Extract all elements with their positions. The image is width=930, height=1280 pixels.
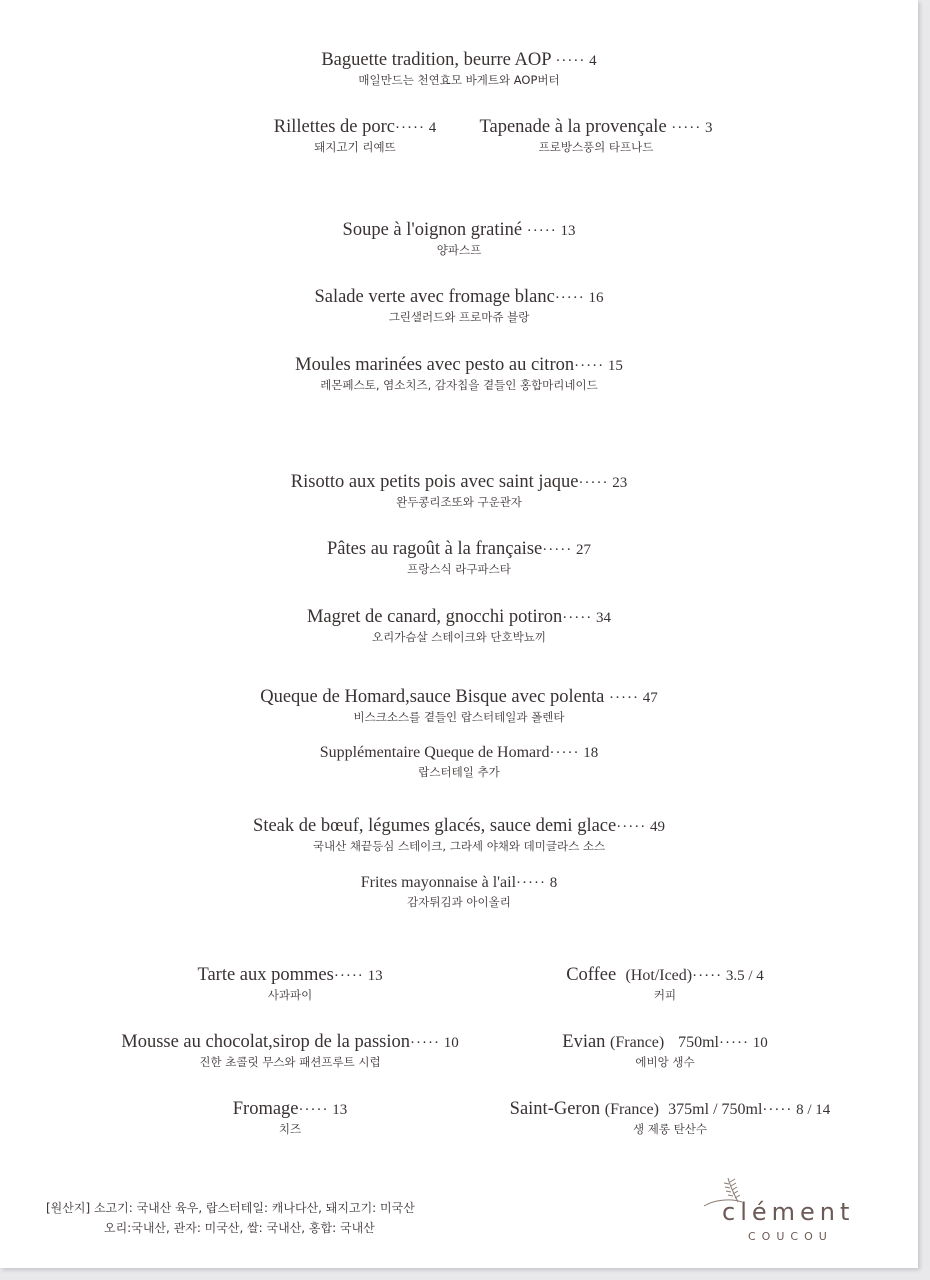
item-name: Salade verte avec fromage blanc <box>314 287 555 307</box>
item-name: Queque de Homard,sauce Bisque avec polenta <box>260 687 605 707</box>
price-dots: ····· <box>333 968 364 984</box>
logo-subtitle: COUCOU <box>748 1230 833 1243</box>
price-dots: ····· <box>542 542 573 558</box>
price-dots: ····· <box>762 1102 793 1118</box>
item-price: 23 <box>612 475 628 491</box>
item-price: 4 <box>428 120 437 136</box>
item-korean-name: 진한 초콜릿 무스와 패션프루트 시럽 <box>199 1055 381 1069</box>
item-price: 10 <box>443 1035 459 1051</box>
item-detail: (Hot/Iced) <box>625 967 693 984</box>
item-name: Pâtes au ragoût à la française <box>327 539 543 559</box>
item-name: Moules marinées avec pesto au citron <box>295 355 575 375</box>
price-dots: ····· <box>671 120 702 136</box>
menu-item-frites <box>0 872 918 910</box>
menu-item-pates <box>0 538 918 577</box>
menu-item-moules <box>0 354 918 393</box>
price-dots: ····· <box>549 745 580 761</box>
item-size: 375ml / 750ml <box>668 1101 763 1118</box>
item-korean-name: 양파스프 <box>436 243 482 257</box>
item-price: 13 <box>560 223 576 239</box>
item-korean-name: 에비앙 생수 <box>635 1055 695 1069</box>
origin-notice <box>46 1198 415 1238</box>
menu-item-supplement <box>0 742 918 780</box>
item-korean-name: 프로방스풍의 타프나드 <box>538 140 654 154</box>
price-dots: ····· <box>578 475 609 491</box>
menu-item-rillettes <box>240 116 470 155</box>
menu-item-fromage <box>80 1098 500 1137</box>
menu-item-salade <box>0 286 918 325</box>
item-price: 15 <box>607 358 623 374</box>
item-detail: (France) <box>604 1101 659 1118</box>
item-name: Steak de bœuf, légumes glacés, sauce demi glace <box>253 816 617 836</box>
item-price: 13 <box>332 1102 348 1118</box>
menu-item-baguette <box>0 49 918 88</box>
item-name: Supplémentaire Queque de Homard <box>319 744 550 761</box>
item-korean-name: 치즈 <box>278 1122 302 1136</box>
item-korean-name: 사과파이 <box>267 988 313 1002</box>
item-price: 3 <box>705 120 713 136</box>
item-korean-name: 랍스터테일 추가 <box>418 765 500 779</box>
menu-item-saint-geron <box>470 1098 870 1137</box>
item-price: 18 <box>583 745 599 761</box>
item-korean-name: 레몬페스토, 염소치즈, 감자칩을 곁들인 홍합마리네이드 <box>320 378 598 392</box>
item-price: 4 <box>589 53 597 69</box>
item-price: 16 <box>588 290 604 306</box>
origin-line-2: 오리:국내산, 관자: 미국산, 쌀: 국내산, 홍합: 국내산 <box>104 1221 375 1235</box>
price-dots: ····· <box>616 819 647 835</box>
item-price: 27 <box>575 542 591 558</box>
restaurant-logo <box>700 1176 870 1246</box>
logo-wordmark: clément <box>722 1198 855 1226</box>
item-name: Risotto aux petits pois avec saint jaque <box>290 472 579 492</box>
item-korean-name: 감자튀김과 아이올리 <box>407 895 511 909</box>
price-dots: ····· <box>410 1035 440 1051</box>
origin-line-1: [원산지] 소고기: 국내산 육우, 랍스터테일: 캐나다산, 돼지고기: 미국산 <box>46 1201 415 1215</box>
menu-item-soupe <box>0 219 918 258</box>
item-korean-name: 매일만드는 천연효모 바게트와 AOP버터 <box>358 73 560 87</box>
menu-item-tarte <box>80 964 500 1003</box>
item-price: 8 / 14 <box>796 1102 831 1118</box>
item-price: 8 <box>549 875 558 891</box>
price-dots: ····· <box>526 223 557 239</box>
item-name: Baguette tradition, beurre AOP <box>321 50 551 70</box>
price-dots: ····· <box>516 875 547 891</box>
item-price: 49 <box>649 819 665 835</box>
item-detail: (France) <box>610 1034 665 1051</box>
item-korean-name: 프랑스식 라구파스타 <box>407 562 511 576</box>
menu-item-mousse <box>60 1031 520 1070</box>
price-dots: ····· <box>554 290 585 306</box>
item-name: Rillettes de porc <box>273 117 395 137</box>
item-size: 750ml <box>678 1034 719 1051</box>
menu-item-steak <box>0 815 918 854</box>
item-name: Mousse au chocolat,sirop de la passion <box>121 1032 410 1052</box>
item-price: 13 <box>367 968 383 984</box>
item-name: Coffee <box>566 965 617 985</box>
price-dots: ····· <box>609 690 640 706</box>
item-name: Evian <box>562 1032 606 1052</box>
item-korean-name: 돼지고기 리예뜨 <box>314 140 396 154</box>
item-name: Magret de canard, gnocchi potiron <box>306 607 563 627</box>
item-korean-name: 그린샐러드와 프로마쥬 블랑 <box>388 310 530 324</box>
item-name: Soupe à l'oignon gratiné <box>342 220 523 240</box>
menu-item-tapenade <box>464 116 728 155</box>
price-dots: ····· <box>298 1102 329 1118</box>
price-dots: ····· <box>555 53 586 69</box>
item-name: Saint-Geron <box>509 1099 601 1119</box>
price-dots: ····· <box>574 358 605 374</box>
item-price: 47 <box>642 690 658 706</box>
item-korean-name: 국내산 채끝등심 스테이크, 그라세 야채와 데미글라스 소스 <box>312 839 606 853</box>
item-korean-name: 비스크소스를 곁들인 랍스터테일과 폴렌타 <box>353 710 565 724</box>
price-dots: ····· <box>562 610 593 626</box>
item-korean-name: 커피 <box>653 988 677 1002</box>
item-korean-name: 생 제롱 탄산수 <box>633 1122 707 1136</box>
menu-item-magret <box>0 606 918 645</box>
price-dots: ····· <box>692 968 723 984</box>
item-korean-name: 오리가슴살 스테이크와 단호박뇨끼 <box>372 630 546 644</box>
item-price: 34 <box>596 610 612 626</box>
menu-item-coffee <box>480 964 850 1003</box>
item-price: 10 <box>752 1035 768 1051</box>
menu-item-risotto <box>0 471 918 510</box>
item-name: Fromage <box>232 1099 299 1119</box>
menu-item-evian <box>480 1031 850 1070</box>
item-korean-name: 완두콩리조또와 구운관자 <box>396 495 522 509</box>
item-name: Frites mayonnaise à l'ail <box>360 874 517 891</box>
price-dots: ····· <box>395 120 425 136</box>
item-price: 3.5 / 4 <box>725 968 764 984</box>
menu-item-homard <box>0 686 918 725</box>
item-name: Tarte aux pommes <box>197 965 334 985</box>
price-dots: ····· <box>719 1035 749 1051</box>
item-name: Tapenade à la provençale <box>479 117 667 137</box>
